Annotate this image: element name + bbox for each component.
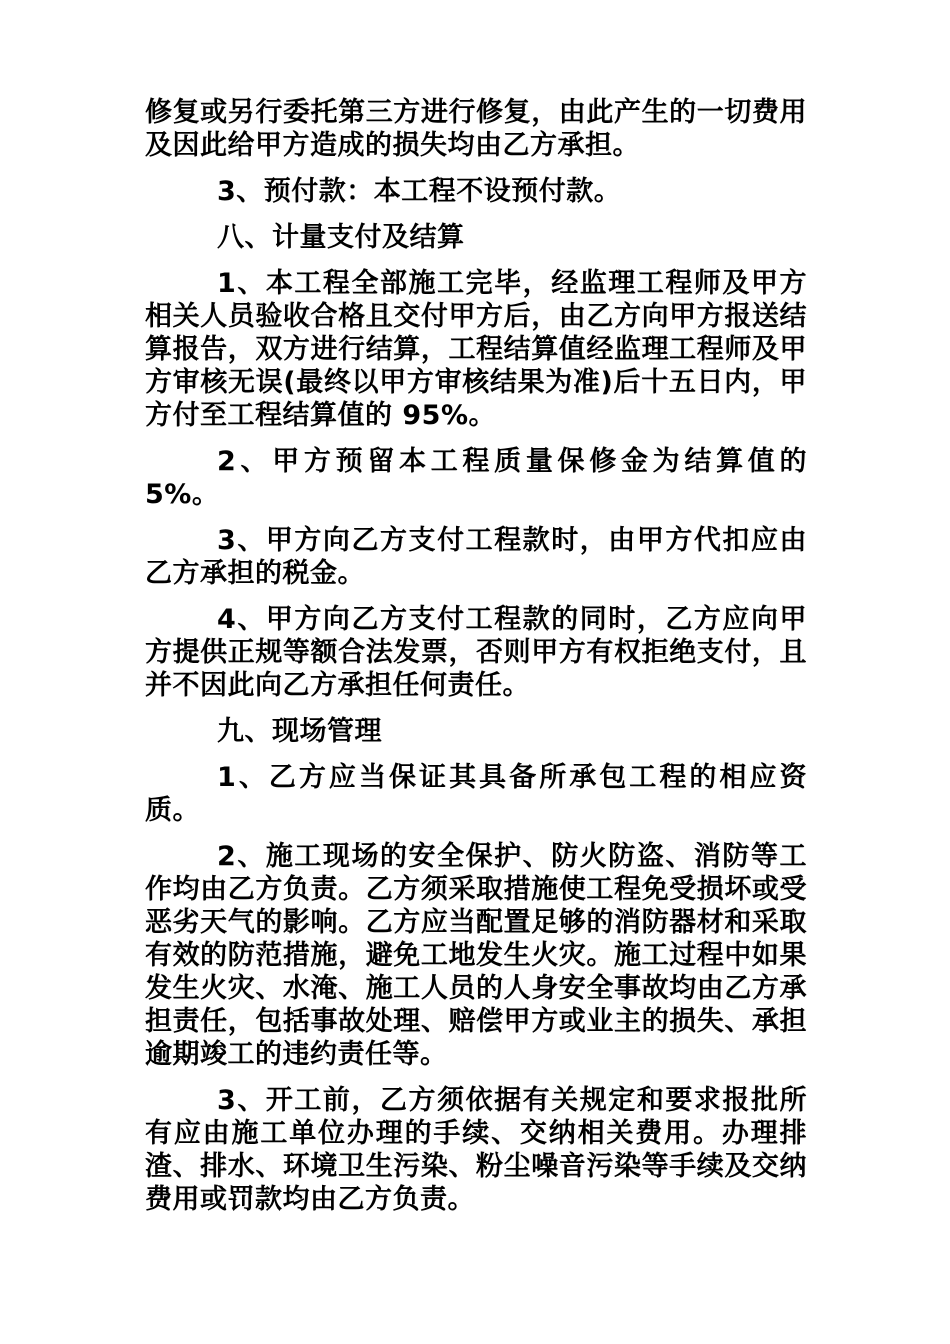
section-heading-measurement-payment: 八、计量支付及结算 xyxy=(217,222,465,253)
paragraph-continuation: 修复或另行委托第三方进行修复，由此产生的一切费用及因此给甲方造成的损失均由乙方承担。 xyxy=(145,97,807,161)
paragraph-settlement-1: 1、本工程全部施工完毕，经监理工程师及甲方相关人员验收合格且交付甲方后，由乙方向甲方报送结算报告，双方进行结算，工程结算值经监理工程师及甲方审核无误(最终以甲方审核结果为准)后十五日内，甲方付至工程结算值的 95%。 xyxy=(145,268,807,431)
paragraph-settlement-4: 4、甲方向乙方支付工程款的同时，乙方应向甲方提供正规等额合法发票，否则甲方有权拒绝支付，且并不因此向乙方承担任何责任。 xyxy=(145,604,807,701)
paragraph-site-3: 3、开工前，乙方须依据有关规定和要求报批所有应由施工单位办理的手续、交纳相关费用。办理排渣、排水、环境卫生污染、粉尘噪音污染等手续及交纳费用或罚款均由乙方负责。 xyxy=(145,1085,807,1215)
paragraph-prepayment: 3、预付款：本工程不设预付款。 xyxy=(217,176,622,207)
section-heading-site-management: 九、现场管理 xyxy=(217,716,382,747)
paragraph-settlement-3: 3、甲方向乙方支付工程款时，由甲方代扣应由乙方承担的税金。 xyxy=(145,525,807,589)
paragraph-settlement-2: 2、甲方预留本工程质量保修金为结算值的 5%。 xyxy=(145,446,807,510)
document-page xyxy=(145,96,807,1229)
paragraph-site-1: 1、乙方应当保证其具备所承包工程的相应资质。 xyxy=(145,762,807,826)
paragraph-site-2: 2、施工现场的安全保护、防火防盗、消防等工作均由乙方负责。乙方须采取措施使工程免受损坏或受恶劣天气的影响。乙方应当配置足够的消防器材和采取有效的防范措施，避免工地发生火灾。施工过程中如果发生火灾、水淹、施工人员的人身安全事故均由乙方承担责任，包括事故处理、赔偿甲方或业主的损失、承担逾期竣工的违约责任等。 xyxy=(145,841,807,1070)
